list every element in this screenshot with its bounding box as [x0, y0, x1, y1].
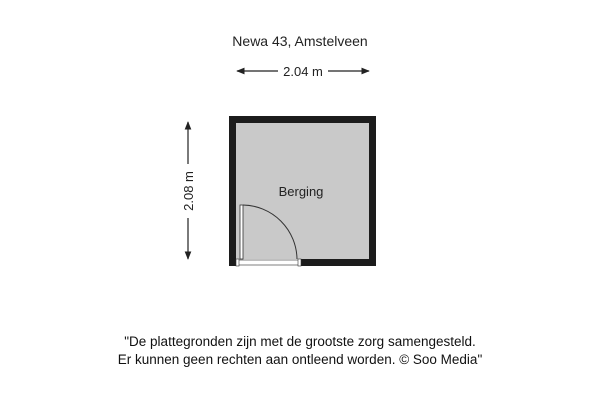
- width-dimension-label: 2.04 m: [283, 64, 323, 79]
- address-title: Newa 43, Amstelveen: [232, 33, 368, 49]
- door-jamb-left: [236, 259, 239, 266]
- width-dimension: [237, 64, 369, 79]
- door-jamb-right: [298, 259, 301, 266]
- disclaimer-line-2: Er kunnen geen rechten aan ontleend worden. © Soo Media": [117, 352, 483, 367]
- height-dimension-label: 2.08 m: [181, 171, 196, 211]
- door-leaf: [240, 205, 243, 259]
- disclaimer-line-1: "De plattegronden zijn met de grootste zorg samengesteld.: [124, 334, 476, 349]
- disclaimer: [0, 333, 600, 369]
- room-berging: [229, 116, 376, 266]
- height-dimension: [181, 122, 196, 259]
- room-label: Berging: [278, 184, 324, 199]
